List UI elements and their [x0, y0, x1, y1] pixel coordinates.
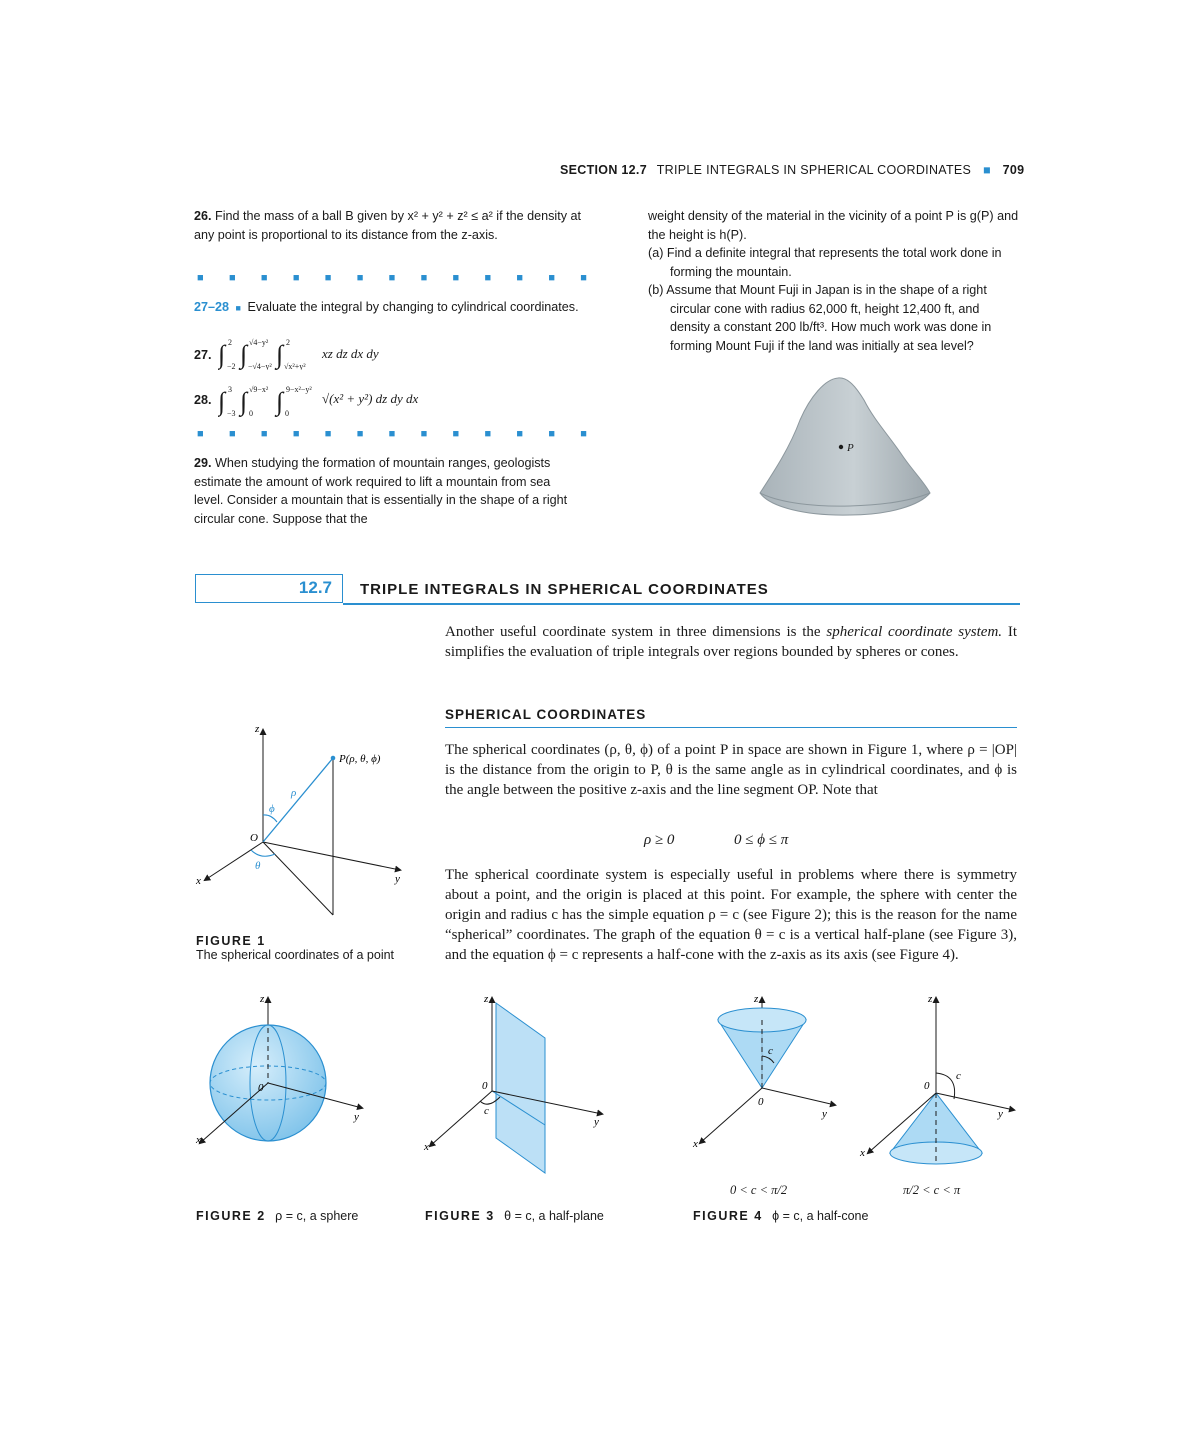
- projection-base: [263, 842, 333, 915]
- y-label: y: [594, 1116, 599, 1128]
- intro-paragraph: [445, 622, 1017, 662]
- z-label: z: [484, 993, 489, 1005]
- rho-label: ρ: [291, 787, 297, 799]
- phi-label: ϕ: [269, 803, 275, 815]
- exercise-part-a: (a) Find a definite integral that represents the total work done in forming the mountain.: [648, 246, 1002, 279]
- svg-text:√4−y²: √4−y²: [249, 338, 269, 347]
- x-label: x: [860, 1147, 865, 1159]
- exercise-number: 26.: [194, 209, 212, 223]
- subheading-rule: [445, 727, 1017, 728]
- figure-2-caption: [196, 1209, 358, 1223]
- phi-arc: [263, 815, 277, 822]
- intro-text-2: It simplifies the evaluation of triple integrals over regions bounded by spheres or cones.: [445, 624, 1018, 660]
- divider-dots: ■ ■ ■ ■ ■ ■ ■ ■ ■ ■ ■ ■ ■: [197, 272, 587, 284]
- exercise-text: Find the mass of a ball B given by x² + y² + z² ≤ a² if the density at any point is proportional to its distance from the z-axis.: [194, 209, 582, 242]
- figure-4b-subcaption: π/2 < c < π: [903, 1183, 961, 1197]
- figure-2-label: FIGURE 2: [196, 1209, 266, 1223]
- svg-text:∫: ∫: [218, 340, 226, 369]
- x-label: x: [196, 1134, 201, 1146]
- section-title: TRIPLE INTEGRALS IN SPHERICAL COORDINATES: [360, 581, 769, 598]
- x-label: x: [424, 1141, 429, 1153]
- exercise-29: [194, 454, 579, 528]
- origin-label: 0: [758, 1096, 764, 1108]
- theta-label: θ: [255, 860, 261, 872]
- intro-emphasis: spherical coordinate system.: [826, 624, 1003, 640]
- svg-text:0: 0: [285, 409, 289, 417]
- origin-label: 0: [258, 1082, 264, 1094]
- mountain-illustration: [750, 375, 940, 525]
- x-label: x: [693, 1138, 698, 1150]
- section-rule: [343, 603, 1020, 605]
- svg-text:2: 2: [286, 338, 290, 347]
- c-label: c: [956, 1070, 961, 1082]
- exercise-29-continued: [648, 207, 1020, 355]
- figure-4-caption: [693, 1209, 868, 1223]
- intro-text-1: Another useful coordinate system in three dimensions is the: [445, 624, 827, 640]
- exercise-text-continued: weight density of the material in the vicinity of a point P is g(P) and the height is h(P).: [648, 209, 1019, 242]
- origin-label: O: [250, 832, 258, 844]
- z-label: z: [260, 993, 265, 1005]
- figure-4a-subcaption: 0 < c < π/2: [730, 1183, 788, 1197]
- point-label: P(ρ, θ, ϕ): [339, 753, 381, 765]
- integral-27: [218, 336, 418, 370]
- square-bullet-icon: ■: [982, 163, 991, 177]
- svg-text:∫: ∫: [240, 387, 248, 416]
- integrand-27: xz dz dx dy: [322, 346, 379, 361]
- svg-text:∫: ∫: [276, 340, 284, 369]
- origin-label: 0: [482, 1080, 488, 1092]
- running-head-section: SECTION 12.7: [560, 163, 647, 177]
- svg-text:∫: ∫: [276, 387, 284, 416]
- point-p-icon: [331, 756, 336, 761]
- square-bullet-icon: ■: [235, 303, 241, 313]
- y-axis: [263, 842, 400, 870]
- exercise-range: 27–28: [194, 300, 230, 314]
- c-label: c: [484, 1105, 489, 1117]
- exercise-group-text: Evaluate the integral by changing to cylindrical coordinates.: [247, 300, 579, 314]
- origin-label: 0: [924, 1080, 930, 1092]
- figure-4-label: FIGURE 4: [693, 1209, 763, 1223]
- integrand-28: √(x² + y²) dz dy dx: [322, 391, 419, 406]
- condition-phi: 0 ≤ ϕ ≤ π: [734, 832, 789, 848]
- figure-1-diagram: [195, 720, 415, 920]
- y-label: y: [354, 1111, 359, 1123]
- y-label: y: [822, 1108, 827, 1120]
- z-label: z: [255, 723, 260, 735]
- svg-text:9−x²−y²: 9−x²−y²: [286, 385, 312, 394]
- z-label: z: [928, 993, 933, 1005]
- paragraph-1: The spherical coordinates (ρ, θ, ϕ) of a point P in space are shown in Figure 1, where ρ = |OP| is the distance from the origin to P, θ is the same angle as in cylindrical coordinates, and ϕ is the angle between the positive z-axis and the line segment OP. Note that: [445, 742, 1017, 798]
- figure-3-caption-text: θ = c, a half-plane: [504, 1209, 604, 1223]
- figure-4a-diagram: [690, 993, 840, 1158]
- svg-text:∫: ∫: [240, 340, 248, 369]
- figure-1-caption: [196, 934, 426, 962]
- svg-text:−3: −3: [227, 409, 236, 417]
- z-label: z: [754, 993, 759, 1005]
- c-label: c: [768, 1045, 773, 1057]
- svg-text:∫: ∫: [218, 387, 226, 416]
- page-number: 709: [1002, 163, 1025, 177]
- half-plane-shape: [496, 1003, 545, 1173]
- running-head: [560, 163, 1025, 177]
- section-number-box: [195, 574, 343, 603]
- figure-1-label: FIGURE 1: [196, 934, 266, 948]
- svg-text:2: 2: [228, 338, 232, 347]
- figure-3-label: FIGURE 3: [425, 1209, 495, 1223]
- svg-text:−2: −2: [227, 362, 236, 370]
- exercise-part-b: (b) Assume that Mount Fuji in Japan is in the shape of a right circular cone with radius 62,000 ft, height 12,400 ft, and density a constant 200 lb/ft³. How much work was done in forming Mount Fuji if the land was initially at sea level?: [648, 283, 992, 353]
- subheading: SPHERICAL COORDINATES: [445, 707, 647, 722]
- figure-2-diagram: [192, 993, 372, 1153]
- svg-text:0: 0: [249, 409, 253, 417]
- point-p-label: P: [847, 442, 854, 454]
- svg-text:−√4−y²: −√4−y²: [248, 362, 272, 370]
- svg-text:√x²+y²: √x²+y²: [284, 362, 306, 370]
- figure-3-caption: [425, 1209, 604, 1223]
- condition-rho: ρ ≥ 0: [644, 832, 675, 848]
- svg-text:√9−x²: √9−x²: [249, 385, 269, 394]
- exercise-group-header: [194, 298, 589, 318]
- exercise-number: 29.: [194, 456, 212, 470]
- figure-4-caption-text: ϕ = c, a half-cone: [772, 1209, 869, 1223]
- section-number: 12.7: [298, 578, 332, 597]
- svg-text:3: 3: [228, 385, 232, 394]
- y-label: y: [395, 873, 400, 885]
- x-label: x: [196, 875, 201, 887]
- point-p-icon: [839, 445, 843, 449]
- y-label: y: [998, 1108, 1003, 1120]
- figure-2-caption-text: ρ = c, a sphere: [275, 1209, 359, 1223]
- exercise-number: 27.: [194, 348, 212, 362]
- figure-4b-diagram: [850, 993, 1020, 1178]
- figure-3-diagram: [420, 993, 610, 1178]
- exercise-number: 28.: [194, 393, 212, 407]
- running-head-title: TRIPLE INTEGRALS IN SPHERICAL COORDINATES: [656, 163, 972, 177]
- exercise-text: When studying the formation of mountain ranges, geologists estimate the amount of work required to lift a mountain from sea level. Consider a mountain that is essentially in the shape of a right circular cone. Suppose that the: [194, 456, 568, 526]
- paragraph-2: The spherical coordinate system is especially useful in problems where there is symmetry about a point, and the origin is placed at this point. For example, the sphere with center the origin and radius c has the simple equation ρ = c (see Figure 2); this is the reason for the name “spherical” coordinates. The graph of the equation θ = c is a vertical half-plane (see Figure 3), and the equation ϕ = c represents a half-cone with the z-axis as its axis (see Figure 4).: [445, 867, 1017, 963]
- figure-1-caption-text: The spherical coordinates of a point: [196, 948, 395, 962]
- divider-dots: ■ ■ ■ ■ ■ ■ ■ ■ ■ ■ ■ ■ ■: [197, 428, 587, 440]
- segment-op: [263, 758, 333, 842]
- exercise-26: [194, 207, 589, 244]
